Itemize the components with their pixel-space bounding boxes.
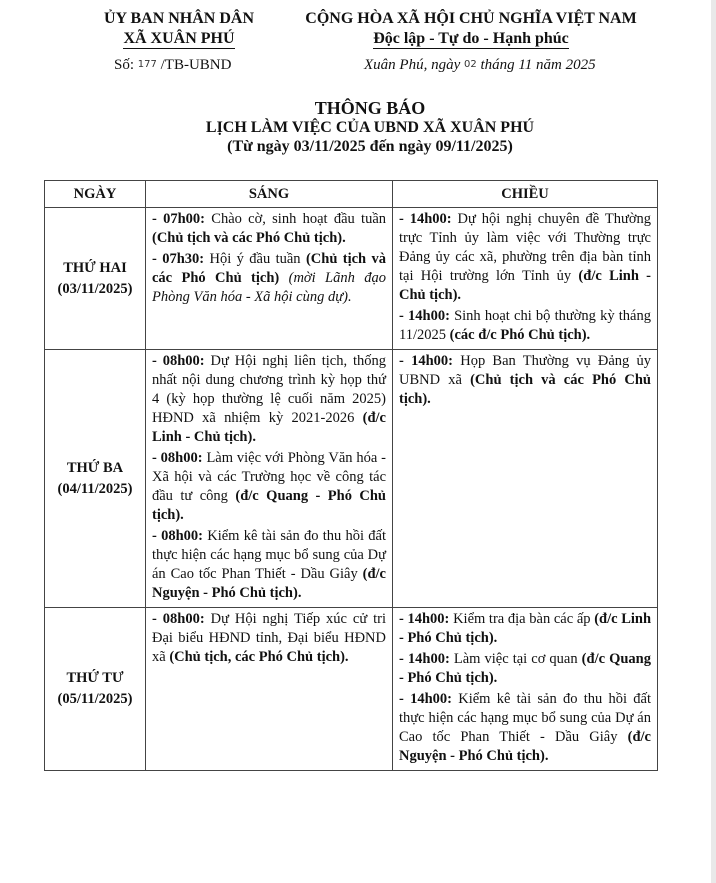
nation-line-1: CỘNG HÒA XÃ HỘI CHỦ NGHĨA VIỆT NAM [305,10,637,27]
entry-participants: (đ/c Nguyện - Phó Chủ tịch). [152,566,386,601]
schedule-entry [399,307,651,345]
entry-text: Sinh hoạt chi bộ thường kỳ tháng 11/2025 [399,308,651,343]
entry-text: Dự hội nghị chuyên đề Thường trực Tỉnh ủy làm việc với Thường trực Đảng ủy các xã, phường trên địa bàn tỉnh tại Hội trường lớn Tỉnh ủy [399,211,651,284]
org-line-2: XÃ XUÂN PHÚ [123,30,235,47]
schedule-entry [152,449,386,525]
work-schedule-table [44,180,658,771]
date-prefix: Xuân Phú, ngày [364,57,461,73]
date-suffix: tháng 11 năm 2025 [480,57,596,73]
weekday-label: THỨ BA [66,459,124,476]
entry-time: - 14h00: [399,308,450,324]
doc-no-value: 177 [137,59,157,70]
schedule-entry [399,650,651,688]
entry-time: - 08h00: [152,450,203,466]
issuing-authority [84,9,274,49]
entry-text: Dự Hội nghị liên tịch, thống nhất nội dung chương trình kỳ họp thứ 4 (kỳ họp thường lệ cuối năm 2025) HĐND xã nhiệm kỳ 2021-2026 [152,353,387,426]
entry-participants: (đ/c Nguyện - Phó Chủ tịch). [399,729,651,764]
entry-time: - 14h00: [399,651,450,667]
entry-text: Kiểm kê tài sản đo thu hồi đất thực hiện các hạng mục bổ sung của Dự án Cao tốc Phan Thiết - Dầu Giây [152,528,387,582]
table-header-row [45,181,658,208]
notice-title-block [130,98,610,156]
entry-note: (mời Lãnh đạo Phòng Văn hóa - Xã hội cùng dự). [152,270,386,305]
afternoon-cell [393,350,658,608]
schedule-entry [399,690,651,766]
table-row [45,350,658,608]
entry-participants: (đ/c Quang - Phó Chủ tịch). [399,651,651,686]
afternoon-cell [393,208,658,350]
day-cell [45,208,146,350]
schedule-entry [399,210,651,305]
entry-text: Chào cờ, sinh hoạt đầu tuần [211,211,387,227]
national-motto [286,9,656,49]
afternoon-cell [393,608,658,771]
entry-text: Làm việc tại cơ quan [453,651,578,667]
morning-cell [146,608,393,771]
document-date [364,57,596,74]
document-number [114,57,231,74]
schedule-entry [152,527,386,603]
table-row [45,208,658,350]
entry-text: Kiểm kê tài sản đo thu hồi đất thực hiện các hạng mục bổ sung của Dự án Cao tốc Phan Thiết - Dầu Giây [399,691,652,745]
notice-title: THÔNG BÁO [314,98,426,118]
entry-text: Dự Hội nghị Tiếp xúc cử tri Đại biểu HĐND tỉnh, Đại biểu HĐND xã [152,611,386,665]
notice-date-range: (Từ ngày 03/11/2025 đến ngày 09/11/2025) [227,138,513,155]
entry-participants: (đ/c Linh - Phó Chủ tịch). [399,611,652,646]
entry-time: - 07h30: [152,251,205,267]
doc-no-suffix: /TB-UBND [160,57,232,73]
entry-time: - 07h00: [152,211,205,227]
entry-participants: (các đ/c Phó Chủ tịch). [449,327,591,343]
entry-time: - 14h00: [399,211,452,227]
doc-no-prefix: Số: [114,57,135,73]
schedule-entry [399,352,651,409]
entry-time: - 14h00: [399,353,453,369]
header-afternoon: CHIỀU [393,181,658,208]
entry-text: Hội ý đầu tuần [209,251,301,267]
schedule-entry [399,610,651,648]
entry-participants: (đ/c Linh - Chủ tịch). [399,268,652,303]
entry-text: Họp Ban Thường vụ Đảng ủy UBND xã [399,353,652,388]
day-date: (03/11/2025) [57,280,133,297]
schedule-body [45,208,658,771]
entry-text: Làm việc với Phòng Văn hóa - Xã hội và các Trường học về công tác đầu tư công [152,450,386,504]
day-cell [45,350,146,608]
entry-participants: (Chủ tịch, các Phó Chủ tịch). [169,649,349,665]
entry-participants: (Chủ tịch và các Phó Chủ tịch) [152,251,387,286]
day-date: (05/11/2025) [57,691,133,707]
entry-text: Kiểm tra địa bàn các ấp [453,611,591,627]
day-date: (04/11/2025) [57,480,133,497]
header-day: NGÀY [45,181,146,208]
day-cell [45,608,146,771]
entry-time: - 08h00: [152,528,203,544]
schedule-entry [152,250,386,307]
nation-line-2: Độc lập - Tự do - Hạnh phúc [373,30,569,47]
date-day: 02 [463,59,477,70]
weekday-label: THỨ TƯ [66,670,124,686]
org-line-1: ỦY BAN NHÂN DÂN [103,10,255,27]
page-edge [711,0,716,883]
notice-subtitle: LỊCH LÀM VIỆC CỦA UBND XÃ XUÂN PHÚ [205,119,535,136]
morning-cell [146,208,393,350]
morning-cell [146,350,393,608]
entry-participants: (đ/c Linh - Chủ tịch). [152,410,386,445]
schedule-entry [152,210,386,248]
entry-time: - 14h00: [399,611,450,627]
weekday-label: THỨ HAI [63,259,127,276]
entry-time: - 08h00: [152,353,205,369]
entry-participants: (Chủ tịch và các Phó Chủ tịch). [152,230,346,246]
schedule-entry [152,352,386,447]
entry-time: - 08h00: [152,611,205,627]
schedule-entry [152,610,386,667]
entry-time: - 14h00: [399,691,452,707]
table-row [45,608,658,771]
entry-participants: (đ/c Quang - Phó Chủ tịch). [152,488,387,523]
header-morning: SÁNG [146,181,393,208]
entry-participants: (Chủ tịch và các Phó Chủ tịch). [399,372,651,407]
